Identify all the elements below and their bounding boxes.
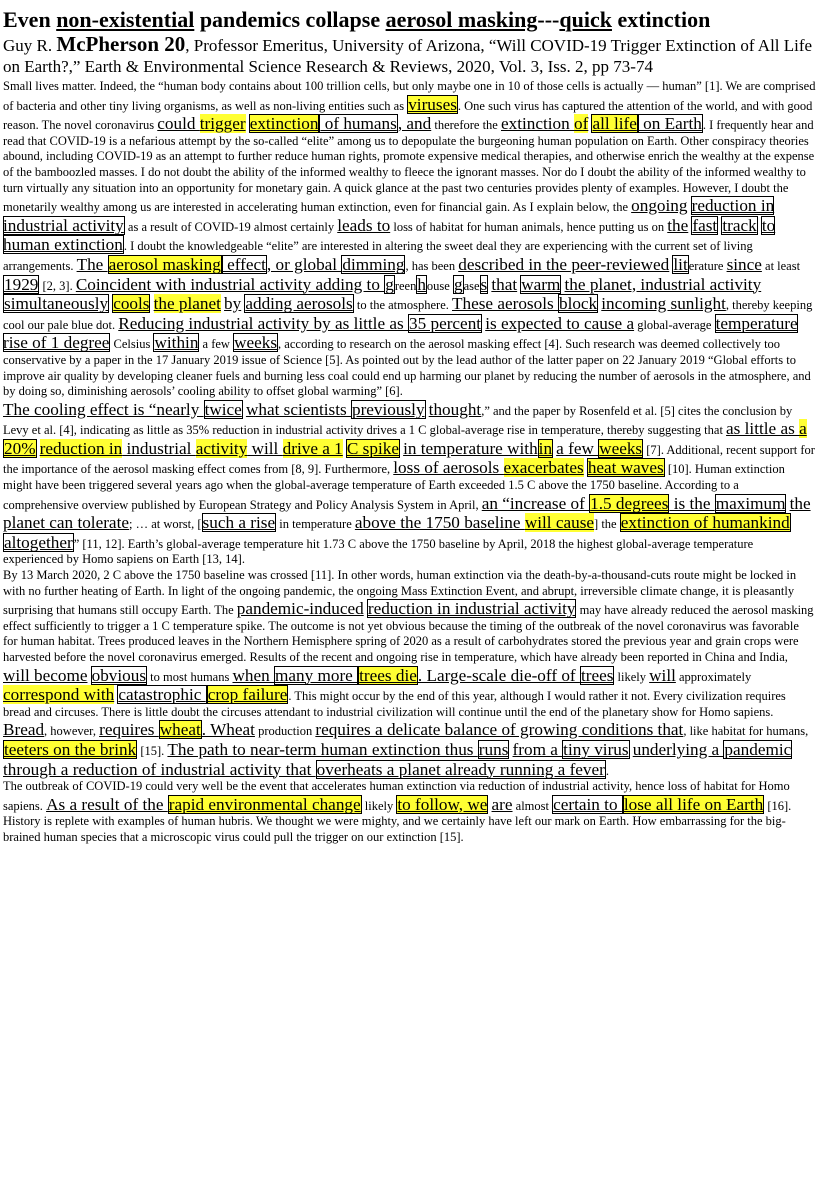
underlined-text: s	[480, 274, 488, 294]
underlined-text: Reducing industrial activity by as little as	[118, 313, 408, 333]
highlighted-text: crop failure	[207, 685, 288, 705]
text-run: ouse	[426, 278, 453, 293]
underlined-text: what scientists	[245, 399, 351, 419]
underlined-text: are	[491, 794, 513, 814]
underlined-text: will	[649, 665, 676, 685]
text-run: . This might occur by the end of this year, although I would rather it not. Every civilization requires bread and circuses. There is little doubt the circuses attendant to industrial civilization will continue until the end of the planetary show for Homo sapiens.	[3, 689, 786, 719]
highlighted-text: 20%	[4, 438, 36, 458]
underlined-text: that	[491, 274, 518, 294]
underlined-text: simultaneously	[4, 294, 109, 314]
text-run: The outbreak of COVID-19 could very well be the event that accelerates human extinction via reduction of industrial activity, hence loss of habitat for Homo sapiens.	[3, 779, 790, 813]
underlined-text: dimming	[342, 254, 405, 274]
underlined-text: 1929	[4, 274, 39, 294]
text-run: in temperature	[276, 517, 355, 532]
underlined-text: temperature rise of 1 degree	[3, 313, 798, 353]
text-run: ] the	[594, 517, 620, 532]
text-run: pandemics collapse	[194, 7, 386, 32]
text-run: , thereby keeping cool our pale blue dot.	[3, 298, 813, 332]
text-run: By 13 March 2020, 2 C above the 1750 baseline was crossed [11]. In other words, human extinction via the death-by-a-thousand-cuts route might be locked in with no further heating of Earth. In light of the ongoing pandemic, the ongoing Mass Extinction Event, and abrupt, irreversible climate change, it is pleasantly surprising that humans still occupy Earth. The	[3, 568, 797, 618]
text-run: Small lives matter. Indeed, the “human body contains about 100 trillion cells, but only maybe one in 10 of those cells is actually — human” [1]. We are comprised of bacteria and other tiny living organisms, as well as non-living entities such as	[3, 79, 816, 113]
underlined-text: will become	[3, 665, 88, 685]
underlined-text: pandemic	[724, 739, 792, 759]
text-run: aerosol masking	[385, 7, 538, 32]
underlined-text: requires a delicate balance of growing conditions that	[315, 720, 684, 740]
text-run: therefore the	[431, 118, 501, 133]
underlined-text: runs	[478, 739, 509, 759]
highlighted-text: C spike	[346, 438, 399, 458]
text-run: Guy R.	[3, 36, 57, 55]
text-run: may have already reduced the aerosol masking effect sufficiently to trigger a 1 C temperature spike. The outcome is not yet obvious because the timing of the outbreak of the novel coronavirus was favorable for human habitat. Trees produced leaves in the Northern Hemisphere spring of 2020 as a result of carbohydrates stored the previous year and grain crops were harvested before the novel coronavirus emerged. Results of the recent and ongoing rise in temperature, which have already been reported in China and India,	[3, 603, 814, 664]
highlighted-text: in	[538, 438, 553, 458]
underlined-text: overheats a planet already running a fever	[316, 759, 605, 779]
underlined-text: the	[667, 215, 689, 235]
text-run: [10]. Human extinction might have been triggered several years ago when the global-average temperature of Earth exceeded 1.5 C above the 1750 baseline. According to a comprehensive overview published by European Strategy and Policy Analysis System in April,	[3, 462, 785, 512]
text-run: non-existential	[56, 7, 195, 32]
underlined-text: The	[76, 254, 108, 274]
underlined-text: effect	[222, 254, 266, 274]
underlined-text: lit	[673, 254, 688, 274]
text-run: extinction	[611, 7, 711, 32]
underlined-text: previously	[351, 399, 425, 419]
text-run: at least	[761, 258, 801, 273]
underlined-text: reduction in industrial activity	[3, 196, 775, 235]
text-run: to most humans	[147, 669, 233, 684]
underlined-text: an “increase of	[481, 493, 590, 513]
underlined-text: underlying a	[632, 739, 724, 759]
highlighted-text: lose all life on Earth	[623, 794, 764, 814]
underlined-text: thought	[428, 399, 482, 419]
underlined-text: of humans	[320, 114, 397, 134]
underlined-text: above the 1750 baseline	[354, 513, 525, 533]
text-run: almost	[512, 798, 553, 813]
text-run: . I doubt the knowledgeable “elite” are interested in altering the sweet deal they are experiencing with the current set of living arrangements.	[3, 239, 753, 273]
text-run: . One such virus has captured the attention of the world, and with good reason. The novel coronavirus	[3, 98, 813, 133]
text-run: ase	[463, 278, 480, 293]
text-run: likely	[614, 669, 650, 684]
underlined-text: is the	[669, 493, 715, 513]
underlined-text: ongoing	[631, 196, 688, 216]
highlighted-text: a	[799, 419, 807, 439]
underlined-text: obvious	[91, 665, 147, 685]
underlined-text: maximum	[715, 493, 786, 513]
underlined-text: pandemic-induced	[236, 599, 364, 619]
underlined-text: block	[558, 294, 598, 314]
highlighted-text: reduction in	[39, 438, 123, 458]
underlined-text: loss of aerosols	[393, 458, 504, 478]
text-run: ” [11, 12]. Earth’s global-average temperature hit 1.73 C above the 1750 baseline by April, 2018 the highest global-average temperature experienced by Homo sapiens on Earth [13, 14].	[3, 536, 754, 567]
underlined-text: adding aerosols	[245, 294, 353, 314]
underlined-text: The cooling effect is “nearly	[3, 399, 204, 419]
author-name: McPherson 20	[56, 32, 186, 56]
text-run: , according to research on the aerosol masking effect [4]. Such research was deemed collectively too conservative by a paper in the 17 January 2019 issue of Science [5]. As pointed out by the lead author of the latter paper on 22 January 2019 “Global efforts to improve air quality by developing cleaner fuels and burning less coal could end up harming our planet by reducing the number of aerosols in the atmosphere, and by doing so, diminishing aerosols’ cooling ability to offset global warming” [6].	[3, 337, 811, 399]
text-run: as a result of COVID-19 almost certainly	[124, 219, 338, 234]
underlined-text: catastrophic	[118, 685, 206, 705]
underlined-text: altogether	[4, 532, 73, 552]
highlighted-text: the planet	[153, 294, 221, 314]
underlined-text: will	[247, 438, 283, 458]
underlined-text: track	[722, 215, 757, 235]
underlined-text: warm	[521, 274, 561, 294]
citation-line	[3, 34, 816, 77]
highlighted-text: teeters on the brink	[4, 739, 137, 759]
highlighted-text: extinction of humankind	[620, 513, 790, 533]
underlined-text: 35 percent	[409, 313, 482, 333]
text-run: [2, 3].	[39, 278, 76, 293]
highlighted-text: 1.5 degrees	[590, 493, 669, 513]
underlined-text: as little as	[726, 419, 800, 439]
underlined-text: on Earth	[638, 114, 702, 134]
highlighted-text: activity	[195, 438, 248, 458]
underlined-text: to human extinction	[3, 215, 776, 255]
underlined-text: . Large-scale die-off of	[417, 665, 580, 685]
highlighted-text: viruses	[408, 94, 457, 114]
highlighted-text: correspond with	[3, 685, 115, 705]
text-run: production	[254, 724, 316, 739]
underlined-text: . Wheat	[201, 720, 255, 740]
underlined-text: , and	[397, 114, 432, 134]
text-run: . I frequently hear and read that COVID-19 is a nefarious attempt by the so-called “elite” among us to depopulate the burgeoning human population on Earth. Other conspiracy theories abound, including COVID-19 as an attempt to further reduce human rights, promote expensive medical therapies, and otherwise enrich the wealthy at the expense of the bamboozled masses. I do not doubt the ability of the informed wealthy to fleece the ignorant masses. Nor do I doubt the ability of the informed wealthy to turn virtually any situation into an opportunity for monetary gain. A quick glance at the past two centuries provides plenty of examples. However, I doubt the monetarily wealthy among us are interested in accelerating human extinction, even for financial gain. As I explain below, the	[3, 118, 815, 215]
underlined-text: g	[453, 274, 463, 294]
underlined-text: a few	[556, 438, 599, 458]
underlined-text: when	[232, 665, 274, 685]
underlined-text: The path to near-term human extinction thus	[167, 739, 478, 759]
underlined-text: certain to	[553, 794, 622, 814]
underlined-text: weeks	[234, 333, 278, 353]
highlighted-text: weeks	[599, 438, 643, 458]
text-run: , however,	[44, 724, 100, 739]
underlined-text: trees	[580, 665, 614, 685]
underlined-text: requires	[99, 720, 159, 740]
underlined-text: within	[154, 333, 199, 353]
text-run: , Professor Emeritus, University of Arizona, “Will COVID-19 Trigger Extinction of All Life on Earth?,” Earth & Environmental Science Research & Reviews, 2020, Vol. 3, Iss. 2, pp 73-74	[3, 36, 813, 76]
text-run: erature	[688, 258, 727, 273]
underlined-text: is expected to cause a	[485, 313, 635, 333]
underlined-text: As a result of the	[46, 794, 168, 814]
underlined-text: from a	[512, 739, 563, 759]
text-run: approximately	[675, 669, 752, 684]
text-run: to the atmosphere.	[353, 298, 452, 313]
underlined-text: leads to	[337, 215, 391, 235]
highlighted-text: to follow, we	[397, 794, 488, 814]
highlighted-text: heat waves	[587, 458, 664, 478]
paragraph-1	[3, 79, 816, 400]
underlined-text: Coincident with industrial activity adding to	[75, 274, 385, 294]
underlined-text: These aerosols	[452, 294, 558, 314]
underlined-text: , or global	[266, 254, 342, 274]
highlighted-text: aerosol masking	[108, 254, 221, 274]
text-run: [7]. Additional, recent support for the importance of the aerosol masking effect comes from [8, 9]. Furthermore,	[3, 442, 815, 477]
text-run: ; … at worst, [	[128, 517, 202, 532]
card-tag-heading	[3, 6, 816, 34]
text-run: [16]. History is replete with examples of human hubris. We thought we were mighty, and we certainly have left our mark on Earth. How embarrassing for the big-brained human species that a microscopic virus could pull the trigger on our extinction [15].	[3, 798, 792, 844]
highlighted-text: all life	[592, 114, 637, 134]
text-run: , has been	[405, 258, 459, 273]
highlighted-text: trees die	[359, 665, 417, 685]
underlined-text: industrial	[122, 438, 196, 458]
underlined-text: the planet, industrial activity	[564, 274, 762, 294]
underlined-text: twice	[204, 399, 242, 419]
text-run: Even	[3, 7, 57, 32]
underlined-text: fast	[692, 215, 718, 235]
text-run: [15].	[137, 743, 168, 758]
underlined-text: h	[417, 274, 426, 294]
text-run: quick	[559, 7, 612, 32]
underlined-text: such a rise	[202, 513, 276, 533]
text-run: global-average	[634, 317, 715, 332]
text-run: loss of habitat for human animals, hence putting us on	[390, 219, 668, 234]
highlighted-text: cools	[113, 294, 150, 314]
underlined-text: by	[224, 294, 242, 314]
underlined-text: the planet can tolerate	[3, 493, 811, 533]
text-run: ,” and the paper by Rosenfeld et al. [5] cites the conclusion by Levy et al. [4], indicating as little as 35% reduction in industrial activity drives a 1 C global-average rise in temperature, thereby suggesting that	[3, 403, 793, 438]
underlined-text: reduction in industrial activity	[367, 599, 576, 619]
underlined-text: since	[726, 254, 762, 274]
underlined-text: many more	[275, 665, 358, 685]
text-run: ---	[537, 7, 560, 32]
paragraph-2	[3, 400, 816, 568]
text-run: , like habitat for humans,	[683, 724, 809, 739]
highlighted-text: will cause	[524, 513, 595, 533]
highlighted-text: trigger	[199, 114, 246, 134]
underlined-text: could	[157, 114, 200, 134]
highlighted-text: extinction	[249, 114, 319, 134]
text-run: a few	[199, 337, 234, 352]
underlined-text: in temperature with	[403, 438, 538, 458]
text-run: .	[605, 763, 609, 778]
card-body	[3, 79, 816, 846]
underlined-text: Bread	[3, 720, 45, 740]
underlined-text: extinction	[501, 114, 575, 134]
highlighted-text: exacerbates	[503, 458, 584, 478]
text-run: Celsius	[110, 337, 154, 352]
paragraph-4	[3, 779, 816, 845]
highlighted-text: of	[574, 114, 589, 134]
highlighted-text: drive a 1	[282, 438, 343, 458]
highlighted-text: wheat	[159, 720, 201, 740]
underlined-text: tiny virus	[563, 739, 629, 759]
text-run: likely	[361, 798, 397, 813]
underlined-text: described in the peer-reviewed	[458, 254, 670, 274]
underlined-text: incoming sunlight	[601, 294, 726, 314]
highlighted-text: rapid environmental change	[168, 794, 361, 814]
paragraph-3	[3, 568, 816, 779]
underlined-text: g	[385, 274, 394, 294]
underlined-text: through a reduction of industrial activity that	[3, 759, 316, 779]
text-run: reen	[394, 278, 417, 293]
